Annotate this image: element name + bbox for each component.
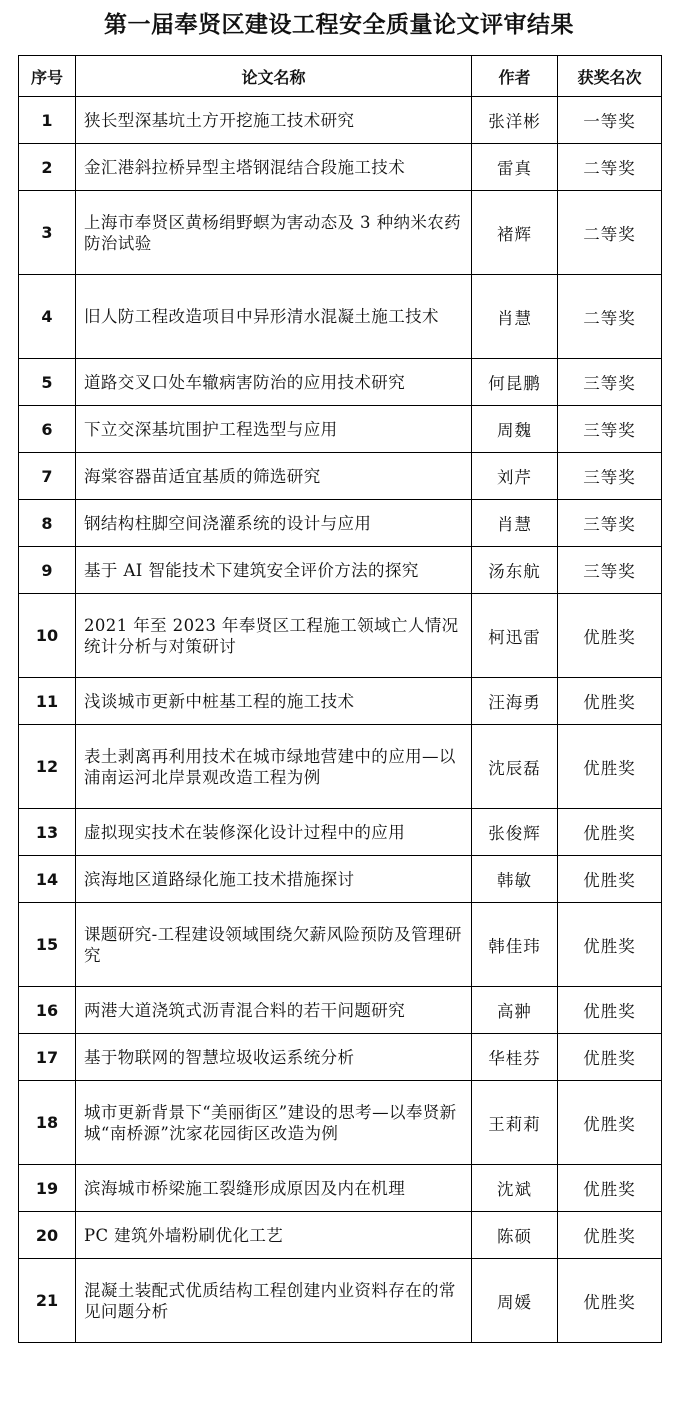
row-award: 优胜奖 bbox=[558, 725, 662, 809]
row-number: 12 bbox=[19, 725, 76, 809]
row-author: 肖慧 bbox=[472, 500, 558, 547]
row-paper-title: 金汇港斜拉桥异型主塔钢混结合段施工技术 bbox=[76, 144, 472, 191]
row-number: 6 bbox=[19, 406, 76, 453]
row-number: 19 bbox=[19, 1165, 76, 1212]
row-author: 刘芹 bbox=[472, 453, 558, 500]
header-paper-title: 论文名称 bbox=[76, 56, 472, 97]
page-title: 第一届奉贤区建设工程安全质量论文评审结果 bbox=[104, 12, 574, 38]
row-award: 三等奖 bbox=[558, 547, 662, 594]
row-award: 二等奖 bbox=[558, 191, 662, 275]
row-author: 周媛 bbox=[472, 1259, 558, 1343]
row-paper-title: 钢结构柱脚空间浇灌系统的设计与应用 bbox=[76, 500, 472, 547]
row-paper-title: 表土剥离再利用技术在城市绿地营建中的应用—以浦南运河北岸景观改造工程为例 bbox=[76, 725, 472, 809]
row-author: 韩敏 bbox=[472, 856, 558, 903]
row-paper-title: 浅谈城市更新中桩基工程的施工技术 bbox=[76, 678, 472, 725]
row-paper-title: 滨海地区道路绿化施工技术措施探讨 bbox=[76, 856, 472, 903]
row-author: 华桂芬 bbox=[472, 1034, 558, 1081]
row-award: 优胜奖 bbox=[558, 1212, 662, 1259]
row-paper-title: 滨海城市桥梁施工裂缝形成原因及内在机理 bbox=[76, 1165, 472, 1212]
table-row bbox=[19, 809, 662, 856]
table-row bbox=[19, 856, 662, 903]
table-row bbox=[19, 1259, 662, 1343]
row-award: 一等奖 bbox=[558, 97, 662, 144]
table-row bbox=[19, 1212, 662, 1259]
header-award: 获奖名次 bbox=[558, 56, 662, 97]
row-award: 二等奖 bbox=[558, 144, 662, 191]
row-paper-title: 旧人防工程改造项目中异形清水混凝土施工技术 bbox=[76, 275, 472, 359]
row-paper-title: 狭长型深基坑土方开挖施工技术研究 bbox=[76, 97, 472, 144]
row-number: 17 bbox=[19, 1034, 76, 1081]
table-row bbox=[19, 594, 662, 678]
row-author: 高翀 bbox=[472, 987, 558, 1034]
row-author: 褚辉 bbox=[472, 191, 558, 275]
row-award: 三等奖 bbox=[558, 406, 662, 453]
row-paper-title: 2021 年至 2023 年奉贤区工程施工领域亡人情况统计分析与对策研讨 bbox=[76, 594, 472, 678]
row-paper-title: 上海市奉贤区黄杨绢野螟为害动态及 3 种纳米农药防治试验 bbox=[76, 191, 472, 275]
table-header-row bbox=[19, 56, 662, 97]
row-award: 二等奖 bbox=[558, 275, 662, 359]
row-number: 10 bbox=[19, 594, 76, 678]
row-award: 优胜奖 bbox=[558, 1034, 662, 1081]
table-row bbox=[19, 1034, 662, 1081]
table-row bbox=[19, 406, 662, 453]
row-number: 14 bbox=[19, 856, 76, 903]
row-number: 5 bbox=[19, 359, 76, 406]
table-row bbox=[19, 275, 662, 359]
row-number: 21 bbox=[19, 1259, 76, 1343]
table-row bbox=[19, 500, 662, 547]
row-author: 张俊辉 bbox=[472, 809, 558, 856]
row-award: 三等奖 bbox=[558, 500, 662, 547]
row-award: 优胜奖 bbox=[558, 678, 662, 725]
table-row bbox=[19, 97, 662, 144]
table-row bbox=[19, 903, 662, 987]
row-author: 陈硕 bbox=[472, 1212, 558, 1259]
row-award: 优胜奖 bbox=[558, 1259, 662, 1343]
row-author: 沈斌 bbox=[472, 1165, 558, 1212]
row-award: 优胜奖 bbox=[558, 1165, 662, 1212]
table-row bbox=[19, 987, 662, 1034]
row-award: 优胜奖 bbox=[558, 809, 662, 856]
row-number: 13 bbox=[19, 809, 76, 856]
header-number: 序号 bbox=[19, 56, 76, 97]
row-author: 张洋彬 bbox=[472, 97, 558, 144]
row-number: 7 bbox=[19, 453, 76, 500]
row-paper-title: 课题研究-工程建设领域围绕欠薪风险预防及管理研究 bbox=[76, 903, 472, 987]
row-number: 9 bbox=[19, 547, 76, 594]
row-number: 8 bbox=[19, 500, 76, 547]
table-row bbox=[19, 678, 662, 725]
row-author: 肖慧 bbox=[472, 275, 558, 359]
row-number: 2 bbox=[19, 144, 76, 191]
row-paper-title: 虚拟现实技术在装修深化设计过程中的应用 bbox=[76, 809, 472, 856]
row-author: 韩佳玮 bbox=[472, 903, 558, 987]
header-author: 作者 bbox=[472, 56, 558, 97]
table-row bbox=[19, 725, 662, 809]
table-row bbox=[19, 144, 662, 191]
row-number: 16 bbox=[19, 987, 76, 1034]
results-table bbox=[18, 55, 662, 1343]
row-author: 沈辰磊 bbox=[472, 725, 558, 809]
row-award: 优胜奖 bbox=[558, 856, 662, 903]
row-author: 汤东航 bbox=[472, 547, 558, 594]
row-award: 三等奖 bbox=[558, 359, 662, 406]
row-award: 三等奖 bbox=[558, 453, 662, 500]
row-number: 11 bbox=[19, 678, 76, 725]
row-award: 优胜奖 bbox=[558, 987, 662, 1034]
row-number: 1 bbox=[19, 97, 76, 144]
row-paper-title: 基于物联网的智慧垃圾收运系统分析 bbox=[76, 1034, 472, 1081]
table-row bbox=[19, 547, 662, 594]
row-number: 4 bbox=[19, 275, 76, 359]
row-number: 20 bbox=[19, 1212, 76, 1259]
row-paper-title: PC 建筑外墙粉刷优化工艺 bbox=[76, 1212, 472, 1259]
row-award: 优胜奖 bbox=[558, 594, 662, 678]
row-author: 雷真 bbox=[472, 144, 558, 191]
row-author: 周魏 bbox=[472, 406, 558, 453]
row-paper-title: 混凝土装配式优质结构工程创建内业资料存在的常见问题分析 bbox=[76, 1259, 472, 1343]
table-row bbox=[19, 1165, 662, 1212]
row-author: 王莉莉 bbox=[472, 1081, 558, 1165]
row-paper-title: 道路交叉口处车辙病害防治的应用技术研究 bbox=[76, 359, 472, 406]
row-award: 优胜奖 bbox=[558, 903, 662, 987]
row-author: 汪海勇 bbox=[472, 678, 558, 725]
row-author: 柯迅雷 bbox=[472, 594, 558, 678]
row-paper-title: 基于 AI 智能技术下建筑安全评价方法的探究 bbox=[76, 547, 472, 594]
row-paper-title: 两港大道浇筑式沥青混合料的若干问题研究 bbox=[76, 987, 472, 1034]
row-number: 18 bbox=[19, 1081, 76, 1165]
row-award: 优胜奖 bbox=[558, 1081, 662, 1165]
row-paper-title: 下立交深基坑围护工程选型与应用 bbox=[76, 406, 472, 453]
row-author: 何昆鹏 bbox=[472, 359, 558, 406]
table-row bbox=[19, 191, 662, 275]
table-row bbox=[19, 1081, 662, 1165]
row-number: 3 bbox=[19, 191, 76, 275]
row-number: 15 bbox=[19, 903, 76, 987]
table-row bbox=[19, 453, 662, 500]
row-paper-title: 城市更新背景下“美丽街区”建设的思考—以奉贤新城“南桥源”沈家花园街区改造为例 bbox=[76, 1081, 472, 1165]
row-paper-title: 海棠容器苗适宜基质的筛选研究 bbox=[76, 453, 472, 500]
table-row bbox=[19, 359, 662, 406]
